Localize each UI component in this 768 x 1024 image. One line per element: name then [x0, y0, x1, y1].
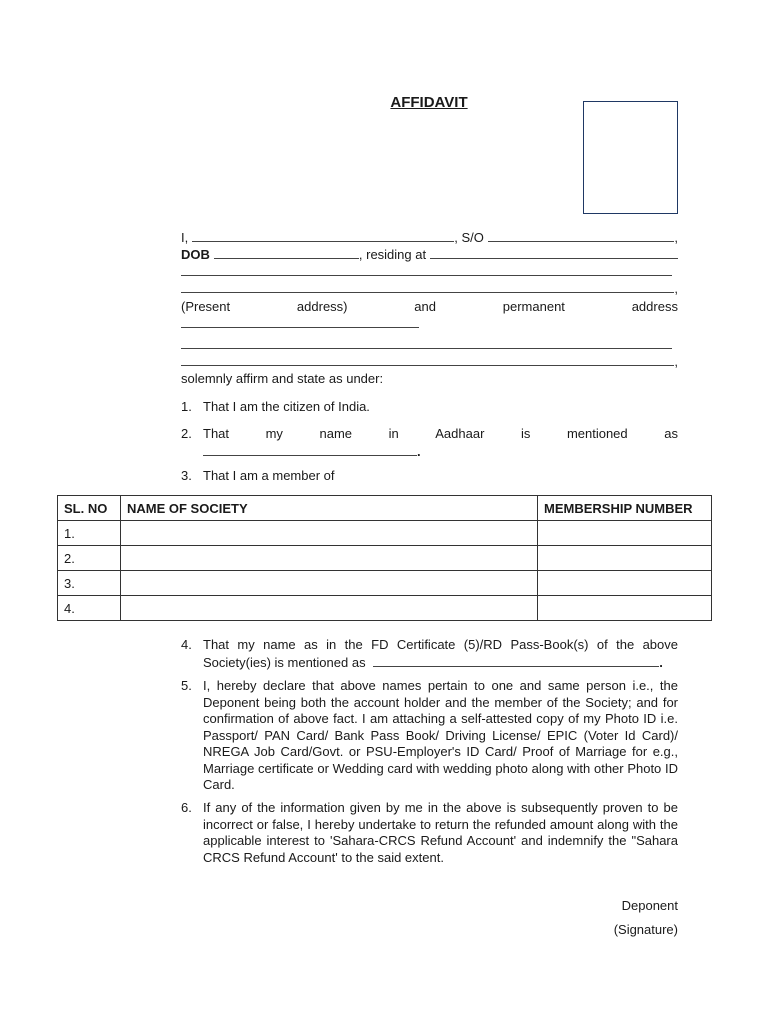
so-label: , S/O — [454, 230, 484, 245]
perm-blank-2 — [181, 336, 672, 349]
item-6 — [181, 800, 678, 866]
deponent-label: Deponent — [621, 898, 678, 913]
perm-blank-3 — [181, 353, 674, 366]
comma: , — [674, 230, 678, 245]
period: . — [417, 443, 421, 459]
perm-line-2 — [181, 336, 678, 353]
word: as — [664, 426, 678, 441]
society-name-cell[interactable] — [121, 521, 538, 546]
item-number: 4. — [181, 637, 192, 652]
address-word-2: address — [631, 299, 678, 314]
word: mentioned — [566, 426, 628, 441]
item-3 — [181, 468, 678, 485]
membership-number-cell[interactable] — [538, 571, 712, 596]
address-line-1 — [181, 263, 678, 280]
membership-number-cell[interactable] — [538, 521, 712, 546]
item-text: I, hereby declare that above names pertain to one and same person i.e., the Deponent being both the account holder and the member of the Society; and for confirmation of above fact. I am attaching a self-attested copy of my Photo ID i.e. Passport/ PAN Card/ Bank Pass Book/ Driving License/ EPIC (Voter Id Card)/ NREGA Job Card/Govt. or PSU-Employer's ID Card/ Proof of Marriage for e.g., Marriage certificate or Wedding card with wedding photo along with other Photo ID Card. — [203, 678, 678, 792]
membership-number-cell[interactable] — [538, 546, 712, 571]
table-row — [58, 571, 712, 596]
item-number: 3. — [181, 468, 192, 483]
item-4 — [181, 637, 678, 671]
present-permanent-line — [181, 298, 678, 315]
word: name — [319, 426, 353, 441]
word: That — [203, 426, 230, 441]
word: in — [388, 426, 399, 441]
sl-no-cell: 2. — [58, 546, 121, 571]
i-prefix: I, — [181, 230, 189, 245]
header-membership-number: MEMBERSHIP NUMBER — [538, 496, 712, 521]
item-text — [203, 426, 678, 460]
header-society-name: NAME OF SOCIETY — [121, 496, 538, 521]
comma: , — [674, 354, 678, 369]
dob-label: DOB — [181, 247, 210, 262]
fd-name-blank — [373, 654, 659, 667]
society-name-cell[interactable] — [121, 596, 538, 621]
word: my — [265, 426, 283, 441]
name-line — [181, 229, 678, 246]
perm-blank-1 — [181, 315, 419, 328]
permanent-word: permanent — [502, 299, 565, 314]
item-text — [203, 637, 678, 671]
aadhaar-name-blank — [203, 443, 417, 456]
item-number: 1. — [181, 399, 192, 414]
item-number: 2. — [181, 426, 192, 441]
society-table — [57, 495, 712, 621]
item-text: If any of the information given by me in the above is subsequently proven to be incorrect or false, I hereby undertake to return the refunded amount along with the applicable interest to 'Sahara-CRCS Refund Account' and indemnify the "Sahara CRCS Refund Account' to the said extent. — [203, 800, 678, 865]
item-text: That I am a member of — [203, 468, 335, 483]
address-blank-2 — [181, 280, 674, 293]
affirm-line — [181, 370, 678, 387]
sl-no-cell: 1. — [58, 521, 121, 546]
perm-line-3 — [181, 353, 678, 370]
father-name-blank — [488, 229, 675, 242]
word: Aadhaar — [435, 426, 485, 441]
item-text: That I am the citizen of India. — [203, 399, 370, 414]
perm-line-1 — [181, 315, 678, 332]
society-name-cell[interactable] — [121, 546, 538, 571]
affirm-text: solemnly affirm and state as under: — [181, 371, 384, 386]
address-blank-1 — [181, 263, 672, 276]
item-2 — [181, 426, 678, 460]
period: . — [659, 654, 663, 670]
intro-block — [181, 229, 678, 387]
name-blank — [192, 229, 454, 242]
photo-placeholder-box — [583, 101, 678, 214]
society-name-cell[interactable] — [121, 571, 538, 596]
fd-certificate-text: That my name as in the FD Certificate (5)/RD Pass-Book(s) of the above Society(ies) is mentioned as — [203, 637, 678, 670]
header-sl-no: SL. NO — [58, 496, 121, 521]
word: is — [520, 426, 531, 441]
membership-number-cell[interactable] — [538, 596, 712, 621]
sl-no-cell: 3. — [58, 571, 121, 596]
residing-blank — [430, 246, 678, 259]
residing-label: , residing at — [358, 247, 427, 262]
document-title: AFFIDAVIT — [390, 94, 468, 111]
comma: , — [674, 281, 678, 296]
signature-label: (Signature) — [613, 922, 678, 937]
table-header-row — [58, 496, 712, 521]
present-word: (Present — [181, 299, 231, 314]
table-row — [58, 546, 712, 571]
item-number: 5. — [181, 678, 192, 693]
item-number: 6. — [181, 800, 192, 815]
table-row — [58, 521, 712, 546]
item-1 — [181, 399, 678, 416]
address-line-2 — [181, 280, 678, 297]
sl-no-cell: 4. — [58, 596, 121, 621]
dob-line — [181, 246, 678, 263]
address-word: address) — [296, 299, 348, 314]
dob-blank — [214, 246, 359, 259]
and-word: and — [414, 299, 436, 314]
item-5 — [181, 678, 678, 794]
table-row — [58, 596, 712, 621]
